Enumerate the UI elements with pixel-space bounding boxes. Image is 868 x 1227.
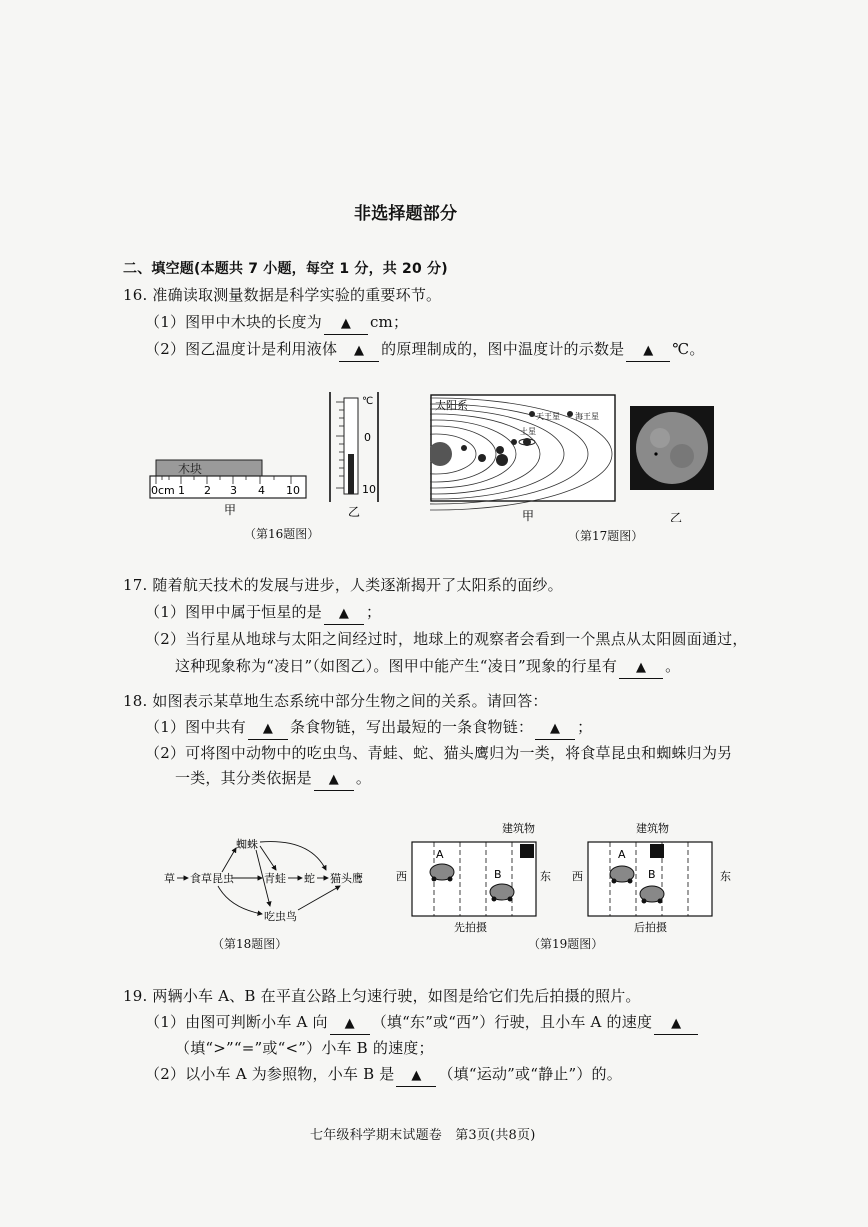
- ruler-tick-4: 4: [258, 484, 265, 497]
- first-shot-label: 先拍摄: [454, 921, 487, 934]
- car-a-label-1: A: [436, 848, 444, 861]
- q16-p2-post: ℃。: [672, 340, 705, 358]
- q18-p2-pre: 一类，其分类依据是: [175, 769, 312, 787]
- q19-part1: [145, 1012, 700, 1035]
- car-b-first: [490, 884, 514, 902]
- fig19-caption: （第19题图）: [528, 937, 604, 951]
- node-spider: 蜘蛛: [236, 838, 258, 851]
- node-frog: 青蛙: [264, 872, 286, 885]
- building-1: [520, 844, 534, 858]
- east-label-1: 东: [540, 870, 551, 883]
- thermo-tick-10: 10: [362, 483, 376, 496]
- planet-uranus: [529, 411, 535, 417]
- fig17-label-b: 乙: [670, 511, 683, 522]
- q17-blank-2[interactable]: ▲: [619, 658, 663, 679]
- figure-19: [390, 818, 740, 948]
- car-b-label-2: B: [648, 868, 656, 881]
- q17-p1-pre: （1）图甲中属于恒星的是: [145, 603, 322, 621]
- q19-p1-mid: （填“东”或“西”）行驶，且小车 A 的速度: [371, 1013, 653, 1031]
- arrow-spider-frog: [260, 846, 276, 870]
- q18-part2-line2: [175, 768, 371, 791]
- ruler-tick-0: 0cm: [151, 484, 175, 497]
- sun-disc: [636, 412, 708, 484]
- building-label-2: 建筑物: [636, 822, 669, 835]
- planet-venus: [478, 454, 486, 462]
- fig17-caption: （第17题图）: [568, 529, 644, 543]
- q18-p1-post: ；: [577, 718, 593, 736]
- q16-p1-post: cm；: [369, 313, 409, 331]
- q17-p2-post: 。: [665, 657, 681, 675]
- q17-p2-line1: （2）当行星从地球与太阳之间经过时，地球上的观察者会看到一个黑点从太阳圆面通过，: [145, 630, 748, 648]
- page-footer: 七年级科学期末试题卷 第3页(共8页): [310, 1128, 536, 1143]
- transit-dot: [654, 452, 657, 455]
- q19-p2-pre: （2）以小车 A 为参照物，小车 B 是: [145, 1065, 395, 1083]
- car-a-label-2: A: [618, 848, 626, 861]
- thermo-unit: ℃: [362, 396, 374, 407]
- node-owl: 猫头鹰: [330, 872, 363, 885]
- q18-blank-2[interactable]: ▲: [535, 719, 575, 740]
- ruler-tick-2: 2: [204, 484, 211, 497]
- q17-blank-1[interactable]: ▲: [324, 604, 364, 625]
- q18-p1-pre: （1）图中共有: [145, 718, 246, 736]
- fig17-label-a: 甲: [522, 509, 535, 522]
- q16-p2-pre: （2）图乙温度计是利用液体: [145, 340, 338, 358]
- planet-neptune: [567, 411, 573, 417]
- q17-p1-post: ；: [365, 603, 382, 621]
- figure-18: [160, 828, 380, 928]
- q17-stem: 17. 随着航天技术的发展与进步，人类逐渐揭开了太阳系的面纱。: [123, 576, 563, 594]
- q16-p1-pre: （1）图甲中木块的长度为: [145, 313, 322, 331]
- west-label-1: 西: [396, 870, 407, 883]
- q19-blank-3[interactable]: ▲: [396, 1066, 436, 1087]
- q19-p2-post: （填“运动”或“静止”）的。: [438, 1065, 622, 1083]
- q18-blank-1[interactable]: ▲: [248, 719, 288, 740]
- car-a-later: [610, 866, 634, 884]
- q17-part2-line2: [175, 656, 680, 679]
- figure-17: [430, 394, 720, 522]
- q17-p2-pre: 这种现象称为“凌日”（如图乙）。图甲中能产生“凌日”现象的行星有: [175, 657, 618, 675]
- fig16-label-a: 甲: [224, 503, 237, 517]
- node-bird: 吃虫鸟: [264, 910, 297, 923]
- planet-mercury: [461, 445, 467, 451]
- q18-stem: 18. 如图表示某草地生态系统中部分生物之间的关系。请回答：: [123, 692, 548, 710]
- q17-part1: [145, 602, 381, 625]
- building-label-1: 建筑物: [502, 822, 535, 835]
- q18-p1-mid: 条食物链，写出最短的一条食物链：: [289, 718, 534, 736]
- q16-blank-3[interactable]: ▲: [626, 341, 670, 362]
- q16-part1: [145, 312, 408, 335]
- label-saturn: 土星: [520, 427, 536, 436]
- fig18-caption: （第18题图）: [212, 937, 288, 951]
- q16-part2: [145, 339, 705, 362]
- photo-first: [412, 842, 536, 916]
- node-snake: 蛇: [304, 872, 315, 885]
- q18-p2-post: 。: [355, 769, 372, 787]
- arrow-insect-bird: [218, 886, 262, 914]
- ruler-tick-10: 10: [286, 484, 300, 497]
- thermo-liquid: [348, 454, 354, 494]
- fig16-label-b: 乙: [348, 505, 361, 519]
- west-label-2: 西: [572, 870, 583, 883]
- section-title: 非选择题部分: [354, 204, 458, 224]
- q18-blank-3[interactable]: ▲: [314, 770, 354, 791]
- q16-p2-mid: 的原理制成的，图中温度计的示数是: [381, 340, 625, 358]
- q19-p1-line2: （填“>”“=”或“<”）小车 B 的速度；: [175, 1039, 434, 1057]
- q19-part2: [145, 1064, 622, 1087]
- car-b-label-1: B: [494, 868, 502, 881]
- building-2: [650, 844, 664, 858]
- q16-blank-1[interactable]: ▲: [324, 314, 368, 335]
- q16-stem: 16. 准确读取测量数据是科学实验的重要环节。: [123, 286, 442, 304]
- q19-stem: 19. 两辆小车 A、B 在平直公路上匀速行驶，如图是给它们先后拍摄的照片。: [123, 987, 641, 1005]
- later-shot-label: 后拍摄: [634, 921, 667, 934]
- solar-panel-title: 太阳系: [435, 399, 468, 412]
- section-heading: 二、填空题(本题共 7 小题，每空 1 分，共 20 分): [123, 261, 448, 277]
- node-grass: 草: [164, 872, 175, 885]
- car-b-later: [640, 886, 664, 904]
- q19-blank-1[interactable]: ▲: [330, 1014, 370, 1035]
- q19-blank-2[interactable]: ▲: [654, 1014, 698, 1035]
- label-neptune: 海王星: [575, 412, 599, 421]
- east-label-2: 东: [720, 870, 731, 883]
- ruler-tick-1: 1: [178, 484, 185, 497]
- label-uranus: 天王星: [536, 412, 560, 421]
- thermo-tick-0: 0: [364, 431, 371, 444]
- q16-blank-2[interactable]: ▲: [339, 341, 379, 362]
- wood-block: [156, 460, 262, 476]
- car-a-first: [430, 864, 454, 882]
- planet-earth: [496, 446, 504, 454]
- fig16-caption: （第16题图）: [244, 527, 320, 541]
- wood-block-label: 木块: [178, 462, 203, 476]
- planet-jupiter: [496, 454, 508, 466]
- q19-p1-pre: （1）由图可判断小车 A 向: [145, 1013, 328, 1031]
- node-insect: 食草昆虫: [190, 872, 234, 885]
- ruler-tick-3: 3: [230, 484, 237, 497]
- arrow-spider-owl: [260, 842, 326, 870]
- planet-mars: [511, 439, 517, 445]
- q18-part1: [145, 717, 592, 740]
- arrow-insect-spider: [222, 848, 236, 872]
- q18-p2-line1: （2）可将图中动物中的吃虫鸟、青蛙、蛇、猫头鹰归为一类，将食草昆虫和蜘蛛归为另: [145, 744, 733, 762]
- arrow-bird-owl: [298, 886, 340, 910]
